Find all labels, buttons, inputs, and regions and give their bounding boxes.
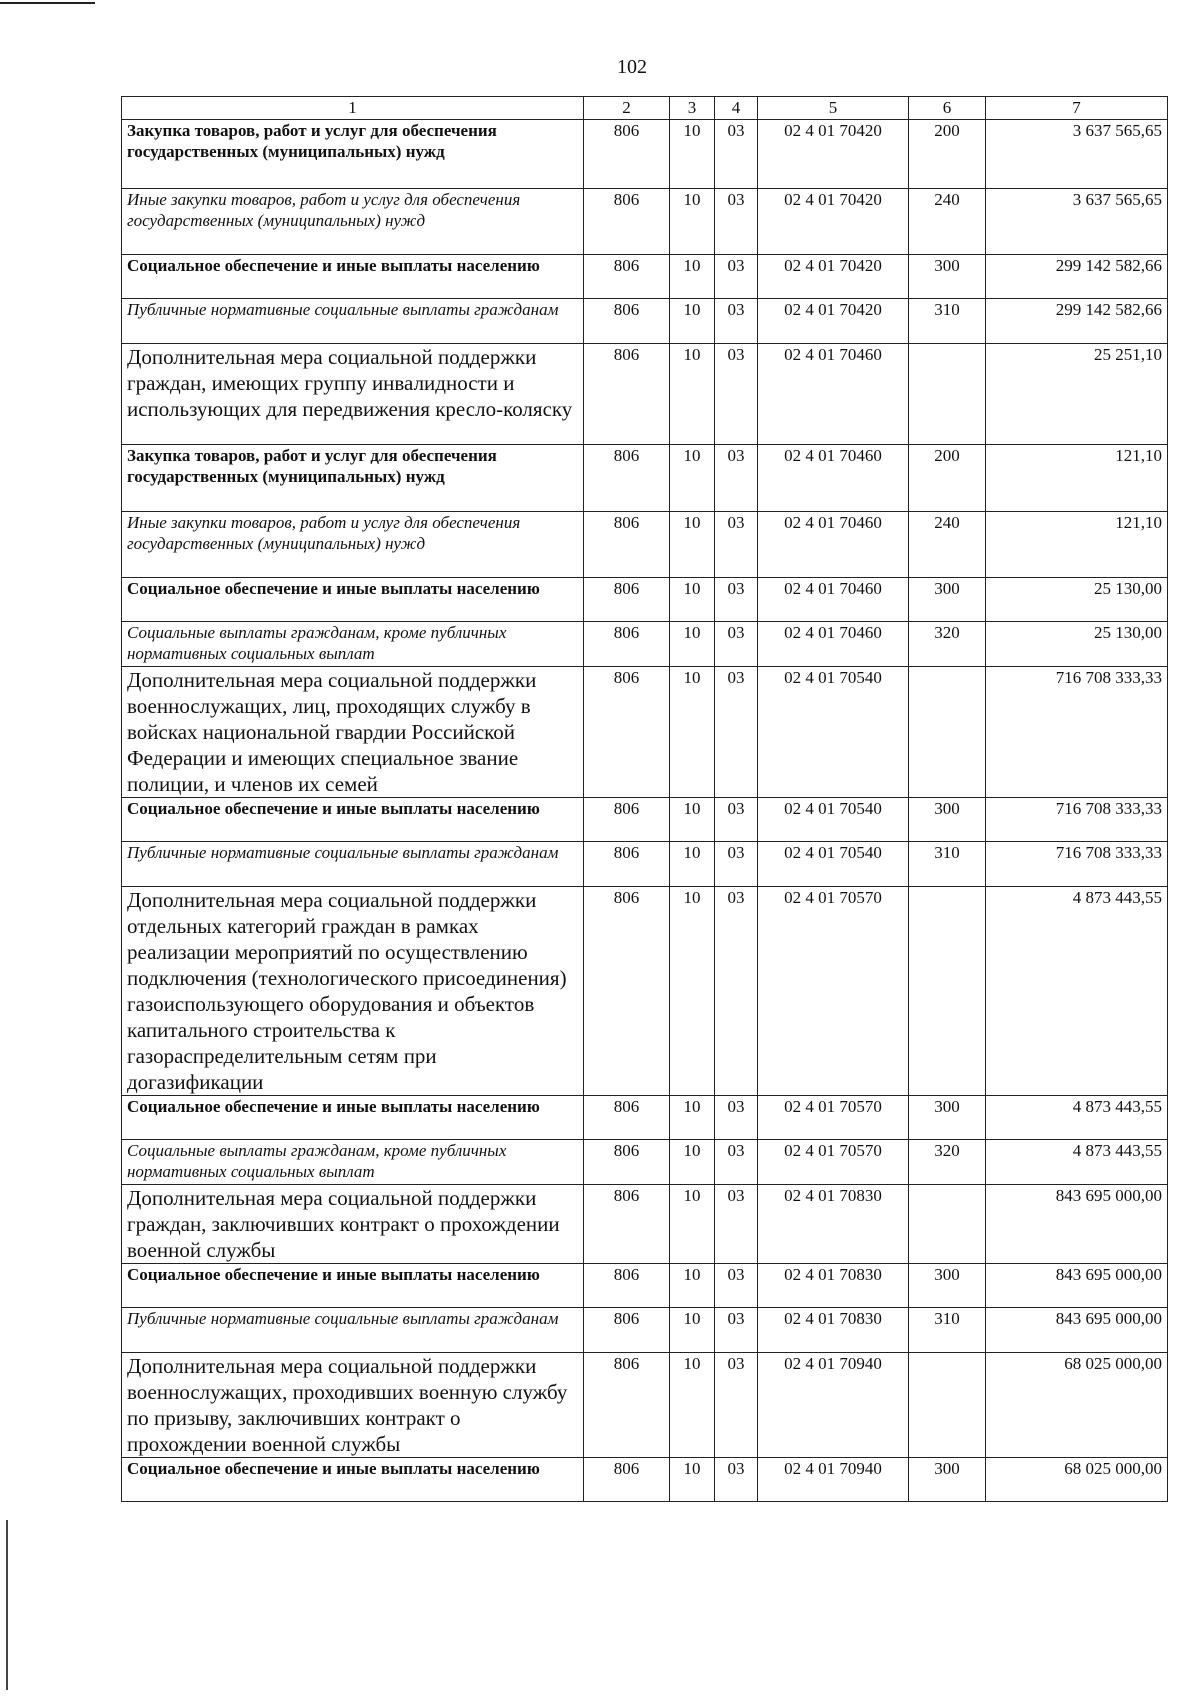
section-code-cell: 10	[670, 1308, 715, 1353]
amount-cell: 25 130,00	[986, 578, 1168, 622]
table-body	[122, 120, 1168, 1502]
section-code-cell: 10	[670, 344, 715, 445]
expense-type-code-cell: 310	[909, 299, 986, 344]
subsection-code-cell: 03	[715, 1353, 758, 1458]
expense-type-code-cell: 300	[909, 1264, 986, 1308]
section-code-cell: 10	[670, 1264, 715, 1308]
subsection-code-cell: 03	[715, 842, 758, 887]
ministry-code-cell: 806	[584, 798, 670, 842]
subsection-code-cell: 03	[715, 1264, 758, 1308]
amount-cell: 4 873 443,55	[986, 1140, 1168, 1185]
section-code-cell: 10	[670, 842, 715, 887]
item-name-cell: Закупка товаров, работ и услуг для обеспечения государственных (муниципальных) нужд	[122, 120, 584, 189]
expense-type-code-cell: 320	[909, 1140, 986, 1185]
expense-type-code-cell	[909, 1185, 986, 1264]
amount-cell: 25 130,00	[986, 622, 1168, 667]
header-cell-2: 2	[584, 97, 670, 120]
subsection-code-cell: 03	[715, 667, 758, 798]
table-row	[122, 578, 1168, 622]
item-name-cell: Социальное обеспечение и иные выплаты населению	[122, 1264, 584, 1308]
scan-corner-line	[0, 2, 95, 4]
table-row	[122, 445, 1168, 512]
expense-type-code-cell	[909, 344, 986, 445]
target-article-code-cell: 02 4 01 70540	[758, 798, 909, 842]
subsection-code-cell: 03	[715, 344, 758, 445]
amount-cell: 121,10	[986, 445, 1168, 512]
section-code-cell: 10	[670, 299, 715, 344]
expense-type-code-cell: 300	[909, 578, 986, 622]
target-article-code-cell: 02 4 01 70570	[758, 887, 909, 1096]
subsection-code-cell: 03	[715, 512, 758, 578]
scan-edge-mark	[6, 1520, 8, 1690]
ministry-code-cell: 806	[584, 1096, 670, 1140]
header-cell-3: 3	[670, 97, 715, 120]
subsection-code-cell: 03	[715, 299, 758, 344]
amount-cell: 843 695 000,00	[986, 1264, 1168, 1308]
table-row	[122, 1096, 1168, 1140]
subsection-code-cell: 03	[715, 578, 758, 622]
item-name-cell: Дополнительная мера социальной поддержки военнослужащих, проходивших военную службу по призыву, заключивших контракт о прохождении военной службы	[122, 1353, 584, 1458]
table-header-row	[122, 97, 1168, 120]
expense-type-code-cell: 300	[909, 798, 986, 842]
header-cell-7: 7	[986, 97, 1168, 120]
amount-cell: 716 708 333,33	[986, 667, 1168, 798]
item-name-cell: Социальные выплаты гражданам, кроме публичных нормативных социальных выплат	[122, 622, 584, 667]
ministry-code-cell: 806	[584, 445, 670, 512]
subsection-code-cell: 03	[715, 255, 758, 299]
target-article-code-cell: 02 4 01 70830	[758, 1185, 909, 1264]
ministry-code-cell: 806	[584, 189, 670, 255]
item-name-cell: Дополнительная мера социальной поддержки отдельных категорий граждан в рамках реализации мероприятий по осуществлению подключения (технологического присоединения) газоиспользующего оборудования и объектов капитального строительства к газораспределительным сетям при догазификации	[122, 887, 584, 1096]
target-article-code-cell: 02 4 01 70420	[758, 255, 909, 299]
section-code-cell: 10	[670, 887, 715, 1096]
table-row	[122, 1140, 1168, 1185]
item-name-cell: Дополнительная мера социальной поддержки граждан, имеющих группу инвалидности и использующих для передвижения кресло-коляску	[122, 344, 584, 445]
target-article-code-cell: 02 4 01 70570	[758, 1140, 909, 1185]
subsection-code-cell: 03	[715, 1458, 758, 1502]
subsection-code-cell: 03	[715, 1308, 758, 1353]
ministry-code-cell: 806	[584, 1185, 670, 1264]
target-article-code-cell: 02 4 01 70830	[758, 1264, 909, 1308]
ministry-code-cell: 806	[584, 344, 670, 445]
target-article-code-cell: 02 4 01 70460	[758, 344, 909, 445]
section-code-cell: 10	[670, 1353, 715, 1458]
section-code-cell: 10	[670, 512, 715, 578]
expense-type-code-cell: 310	[909, 842, 986, 887]
table-row	[122, 299, 1168, 344]
expense-type-code-cell: 240	[909, 189, 986, 255]
expense-type-code-cell: 200	[909, 120, 986, 189]
expense-type-code-cell: 320	[909, 622, 986, 667]
section-code-cell: 10	[670, 622, 715, 667]
item-name-cell: Дополнительная мера социальной поддержки граждан, заключивших контракт о прохождении военной службы	[122, 1185, 584, 1264]
amount-cell: 4 873 443,55	[986, 1096, 1168, 1140]
subsection-code-cell: 03	[715, 120, 758, 189]
section-code-cell: 10	[670, 667, 715, 798]
section-code-cell: 10	[670, 1185, 715, 1264]
ministry-code-cell: 806	[584, 842, 670, 887]
subsection-code-cell: 03	[715, 798, 758, 842]
table-row	[122, 189, 1168, 255]
table-row	[122, 887, 1168, 1096]
ministry-code-cell: 806	[584, 887, 670, 1096]
target-article-code-cell: 02 4 01 70420	[758, 189, 909, 255]
item-name-cell: Социальное обеспечение и иные выплаты населению	[122, 1096, 584, 1140]
table-row	[122, 798, 1168, 842]
section-code-cell: 10	[670, 798, 715, 842]
expense-type-code-cell	[909, 887, 986, 1096]
ministry-code-cell: 806	[584, 1140, 670, 1185]
target-article-code-cell: 02 4 01 70540	[758, 842, 909, 887]
table-row	[122, 1458, 1168, 1502]
amount-cell: 299 142 582,66	[986, 255, 1168, 299]
item-name-cell: Социальное обеспечение и иные выплаты населению	[122, 578, 584, 622]
item-name-cell: Социальное обеспечение и иные выплаты населению	[122, 798, 584, 842]
subsection-code-cell: 03	[715, 622, 758, 667]
header-cell-6: 6	[909, 97, 986, 120]
item-name-cell: Социальное обеспечение и иные выплаты населению	[122, 255, 584, 299]
amount-cell: 843 695 000,00	[986, 1185, 1168, 1264]
subsection-code-cell: 03	[715, 887, 758, 1096]
ministry-code-cell: 806	[584, 255, 670, 299]
section-code-cell: 10	[670, 255, 715, 299]
amount-cell: 4 873 443,55	[986, 887, 1168, 1096]
target-article-code-cell: 02 4 01 70460	[758, 512, 909, 578]
page-number: 102	[617, 56, 647, 78]
ministry-code-cell: 806	[584, 1308, 670, 1353]
subsection-code-cell: 03	[715, 1096, 758, 1140]
amount-cell: 121,10	[986, 512, 1168, 578]
subsection-code-cell: 03	[715, 445, 758, 512]
expense-type-code-cell: 300	[909, 1096, 986, 1140]
table-row	[122, 622, 1168, 667]
target-article-code-cell: 02 4 01 70570	[758, 1096, 909, 1140]
item-name-cell: Социальное обеспечение и иные выплаты населению	[122, 1458, 584, 1502]
table-row	[122, 1264, 1168, 1308]
amount-cell: 716 708 333,33	[986, 798, 1168, 842]
section-code-cell: 10	[670, 1458, 715, 1502]
header-cell-4: 4	[715, 97, 758, 120]
expense-type-code-cell	[909, 667, 986, 798]
item-name-cell: Публичные нормативные социальные выплаты гражданам	[122, 842, 584, 887]
item-name-cell: Социальные выплаты гражданам, кроме публичных нормативных социальных выплат	[122, 1140, 584, 1185]
target-article-code-cell: 02 4 01 70460	[758, 578, 909, 622]
amount-cell: 716 708 333,33	[986, 842, 1168, 887]
target-article-code-cell: 02 4 01 70420	[758, 299, 909, 344]
section-code-cell: 10	[670, 1096, 715, 1140]
expense-type-code-cell	[909, 1353, 986, 1458]
item-name-cell: Публичные нормативные социальные выплаты гражданам	[122, 299, 584, 344]
expense-type-code-cell: 300	[909, 1458, 986, 1502]
table-row	[122, 667, 1168, 798]
header-cell-5: 5	[758, 97, 909, 120]
amount-cell: 68 025 000,00	[986, 1353, 1168, 1458]
item-name-cell: Иные закупки товаров, работ и услуг для обеспечения государственных (муниципальных) нужд	[122, 512, 584, 578]
section-code-cell: 10	[670, 120, 715, 189]
ministry-code-cell: 806	[584, 512, 670, 578]
table-row	[122, 1353, 1168, 1458]
item-name-cell: Иные закупки товаров, работ и услуг для обеспечения государственных (муниципальных) нужд	[122, 189, 584, 255]
target-article-code-cell: 02 4 01 70460	[758, 445, 909, 512]
table-row	[122, 512, 1168, 578]
item-name-cell: Закупка товаров, работ и услуг для обеспечения государственных (муниципальных) нужд	[122, 445, 584, 512]
expense-type-code-cell: 200	[909, 445, 986, 512]
target-article-code-cell: 02 4 01 70940	[758, 1353, 909, 1458]
target-article-code-cell: 02 4 01 70540	[758, 667, 909, 798]
ministry-code-cell: 806	[584, 299, 670, 344]
amount-cell: 299 142 582,66	[986, 299, 1168, 344]
ministry-code-cell: 806	[584, 1353, 670, 1458]
table-row	[122, 344, 1168, 445]
amount-cell: 3 637 565,65	[986, 189, 1168, 255]
amount-cell: 25 251,10	[986, 344, 1168, 445]
section-code-cell: 10	[670, 1140, 715, 1185]
amount-cell: 3 637 565,65	[986, 120, 1168, 189]
table-row	[122, 1185, 1168, 1264]
item-name-cell: Дополнительная мера социальной поддержки военнослужащих, лиц, проходящих службу в войсках национальной гвардии Российской Федерации и имеющих специальное звание полиции, и членов их семей	[122, 667, 584, 798]
header-cell-1: 1	[122, 97, 584, 120]
table-row	[122, 842, 1168, 887]
table-row	[122, 120, 1168, 189]
target-article-code-cell: 02 4 01 70420	[758, 120, 909, 189]
expense-type-code-cell: 310	[909, 1308, 986, 1353]
target-article-code-cell: 02 4 01 70940	[758, 1458, 909, 1502]
section-code-cell: 10	[670, 189, 715, 255]
expense-type-code-cell: 300	[909, 255, 986, 299]
table-row	[122, 255, 1168, 299]
section-code-cell: 10	[670, 445, 715, 512]
subsection-code-cell: 03	[715, 1185, 758, 1264]
expense-type-code-cell: 240	[909, 512, 986, 578]
ministry-code-cell: 806	[584, 1458, 670, 1502]
ministry-code-cell: 806	[584, 1264, 670, 1308]
subsection-code-cell: 03	[715, 1140, 758, 1185]
target-article-code-cell: 02 4 01 70830	[758, 1308, 909, 1353]
table-row	[122, 1308, 1168, 1353]
ministry-code-cell: 806	[584, 622, 670, 667]
budget-table	[121, 96, 1168, 1502]
ministry-code-cell: 806	[584, 667, 670, 798]
amount-cell: 68 025 000,00	[986, 1458, 1168, 1502]
amount-cell: 843 695 000,00	[986, 1308, 1168, 1353]
target-article-code-cell: 02 4 01 70460	[758, 622, 909, 667]
subsection-code-cell: 03	[715, 189, 758, 255]
ministry-code-cell: 806	[584, 578, 670, 622]
section-code-cell: 10	[670, 578, 715, 622]
item-name-cell: Публичные нормативные социальные выплаты гражданам	[122, 1308, 584, 1353]
ministry-code-cell: 806	[584, 120, 670, 189]
